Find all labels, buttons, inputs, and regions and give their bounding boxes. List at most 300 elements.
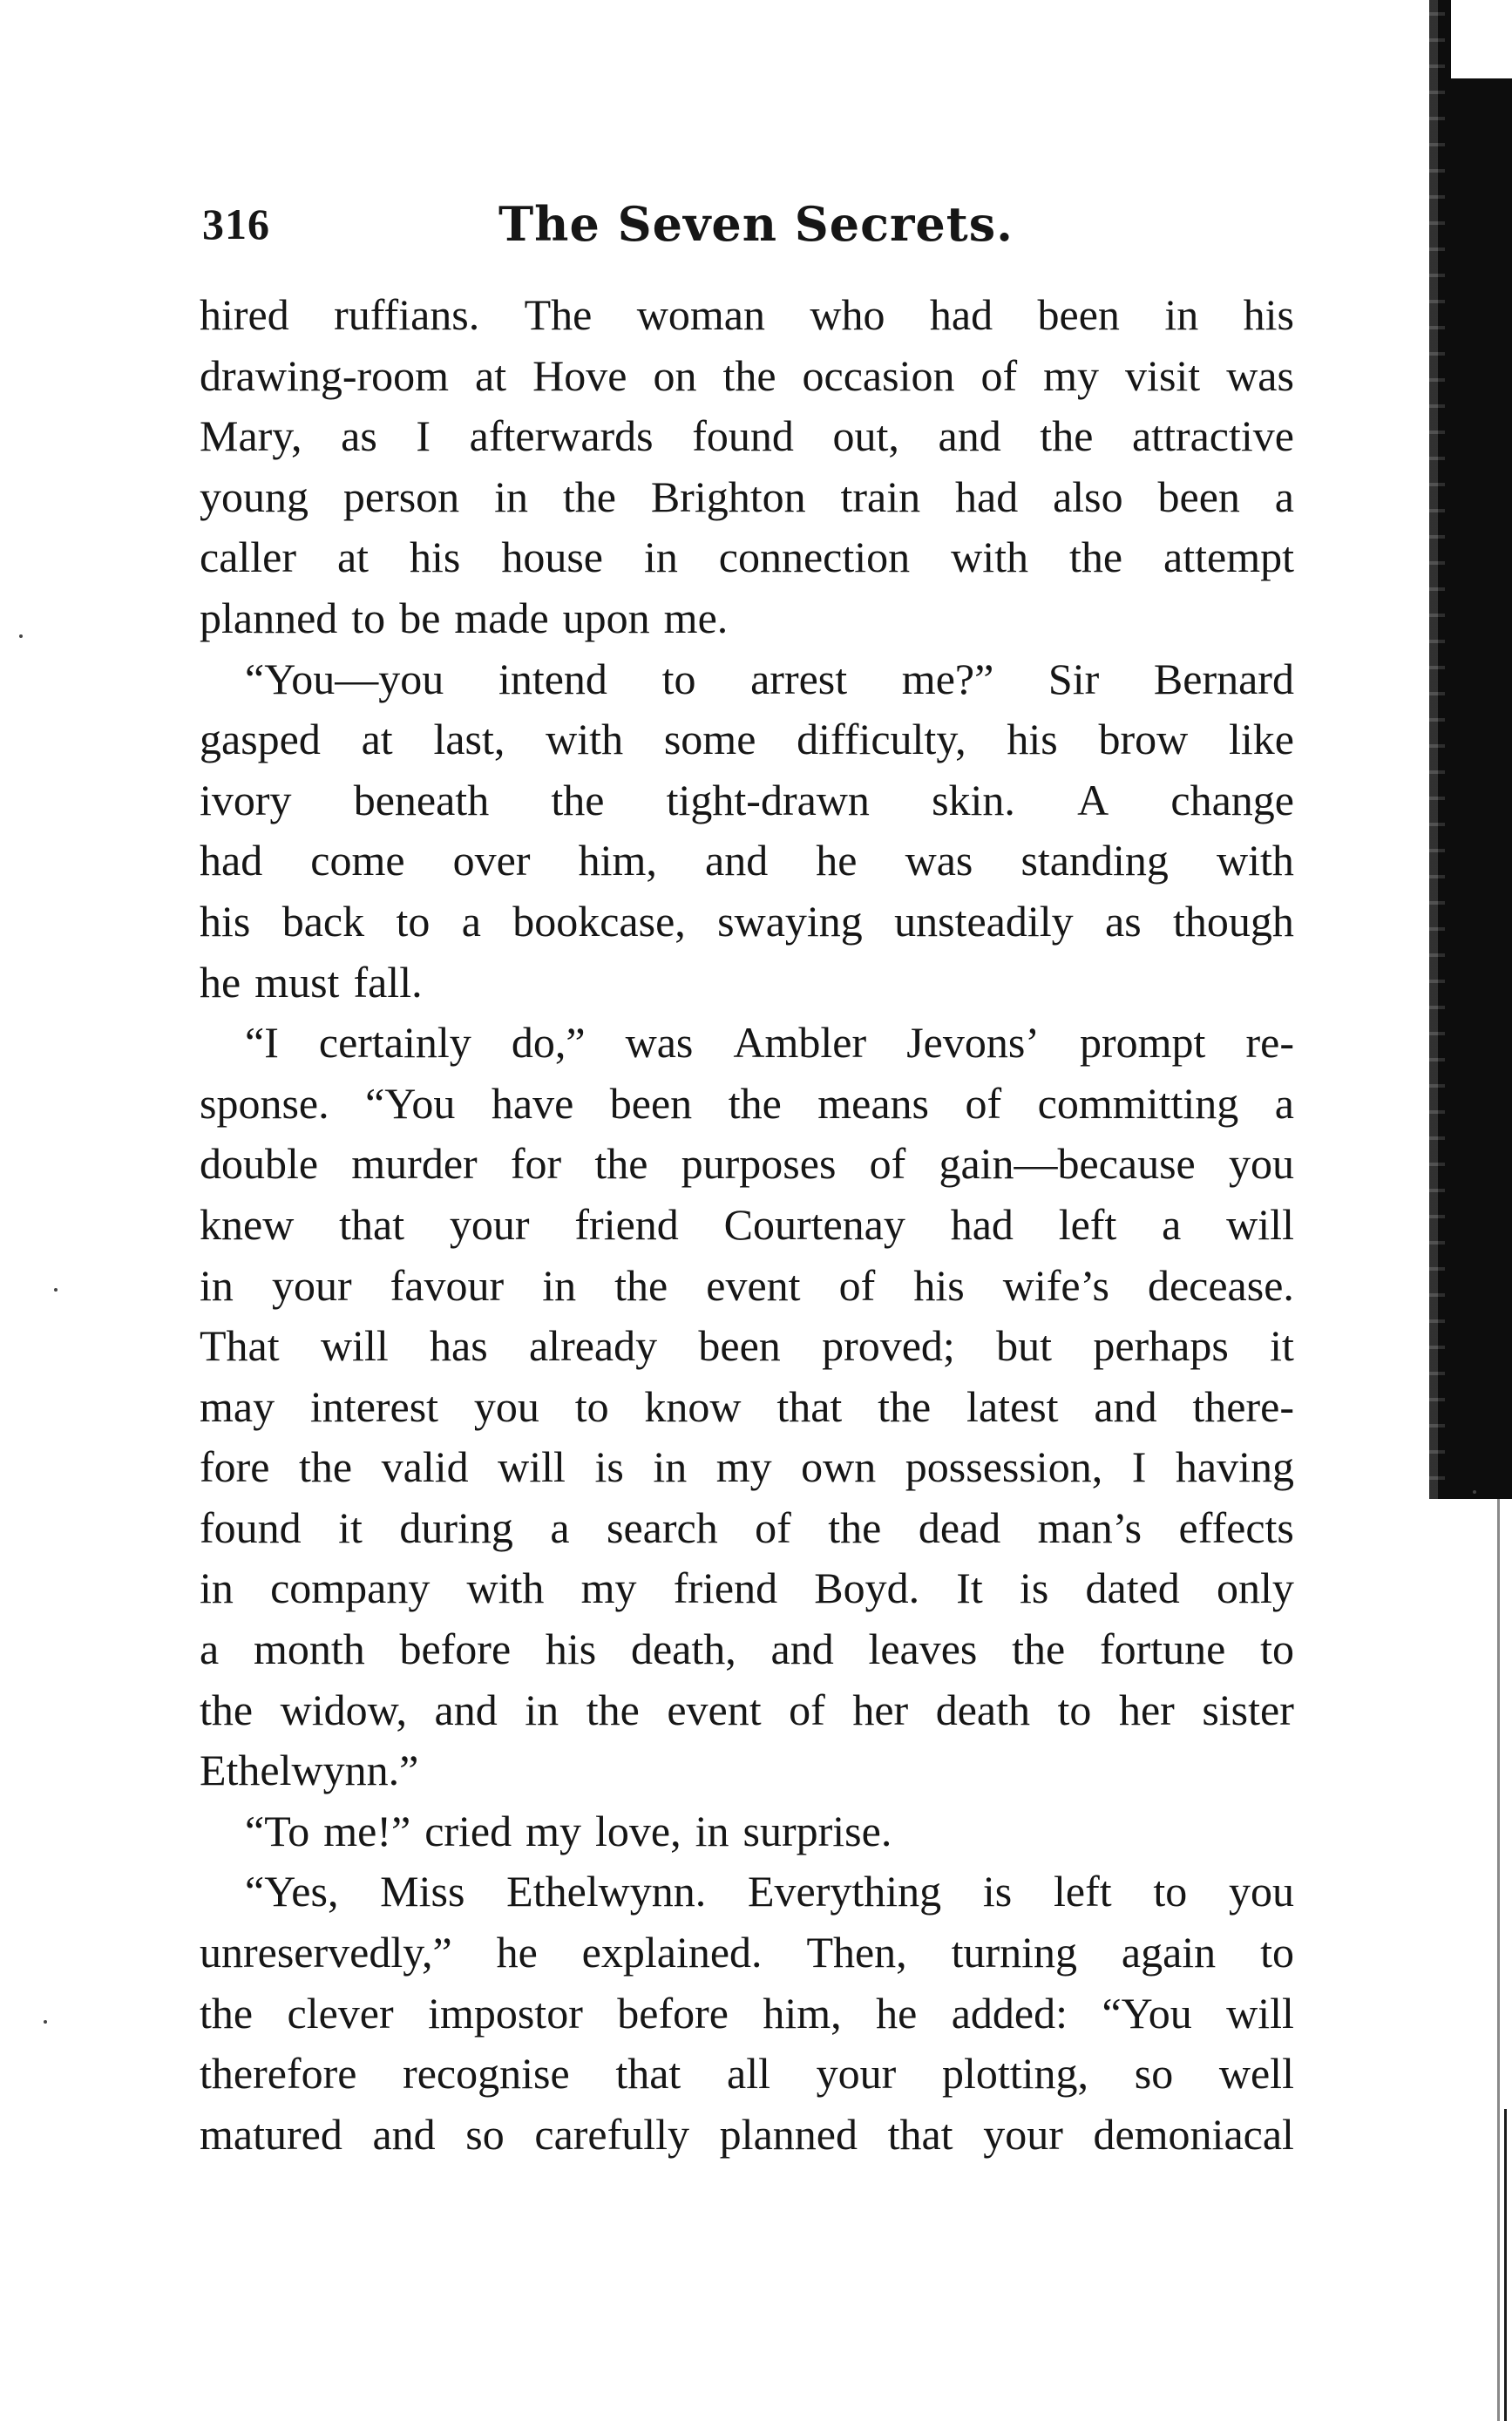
word: the xyxy=(200,1685,254,1734)
word: latest xyxy=(966,1381,1059,1431)
word: to xyxy=(1260,1928,1294,1977)
word: beneath xyxy=(353,775,490,824)
word: the xyxy=(722,350,776,400)
paper-speck xyxy=(44,2020,47,2024)
text-line xyxy=(200,1377,1294,1438)
word: to xyxy=(1057,1685,1092,1734)
word: a xyxy=(461,896,481,946)
word: he xyxy=(816,836,858,885)
word: his xyxy=(1007,715,1058,764)
word: Brighton xyxy=(650,471,806,521)
body-text xyxy=(200,285,1294,2165)
word: attractive xyxy=(1131,411,1294,461)
word: a xyxy=(1274,1078,1294,1128)
word: swaying xyxy=(717,896,863,946)
word: it xyxy=(1270,1321,1294,1371)
word: planned xyxy=(200,593,338,642)
word: explained. xyxy=(581,1928,763,1977)
word: standing xyxy=(1020,836,1169,885)
word: his xyxy=(200,896,251,946)
word: out, xyxy=(832,411,899,461)
text-line xyxy=(200,953,1294,1014)
word: in xyxy=(200,1563,234,1613)
binding-shadow xyxy=(1438,0,1512,1499)
word: had xyxy=(955,471,1019,521)
text-line xyxy=(200,467,1294,528)
word: and xyxy=(434,1685,498,1734)
word: the xyxy=(878,1381,932,1431)
word: Boyd. xyxy=(814,1563,920,1613)
word: will xyxy=(498,1442,566,1492)
word: brow xyxy=(1098,715,1189,764)
word: of xyxy=(965,1078,1002,1128)
word: Mary, xyxy=(200,411,302,461)
word: is xyxy=(594,1442,624,1492)
word: “You—you xyxy=(245,654,444,703)
text-line xyxy=(200,649,1294,710)
word: my xyxy=(1043,350,1100,400)
word: demoniacal xyxy=(1093,2109,1294,2159)
word: “You xyxy=(1102,1988,1192,2038)
word: woman xyxy=(636,290,765,339)
word: prompt xyxy=(1080,1018,1206,1068)
word: had xyxy=(929,290,993,339)
word: that xyxy=(339,1199,405,1249)
word: to xyxy=(351,593,386,642)
word: and xyxy=(938,411,1001,461)
word: double xyxy=(200,1139,319,1189)
word: for xyxy=(510,1139,562,1189)
word: of xyxy=(789,1685,825,1734)
word: Everything xyxy=(748,1867,942,1916)
word: the xyxy=(551,775,605,824)
word: of xyxy=(980,350,1018,400)
word: of xyxy=(838,1260,876,1310)
word: has xyxy=(430,1321,488,1371)
word: been xyxy=(609,1078,693,1128)
word: the xyxy=(586,1685,640,1734)
word: that xyxy=(887,2109,953,2159)
word: sponse. xyxy=(200,1078,329,1128)
word: to xyxy=(574,1381,609,1431)
text-line xyxy=(200,1316,1294,1377)
word: proved; xyxy=(822,1321,955,1371)
word: at xyxy=(475,350,507,400)
word: last, xyxy=(433,715,505,764)
text-line xyxy=(200,346,1294,407)
text-line xyxy=(200,1074,1294,1135)
word: me!” xyxy=(323,1806,411,1855)
word: him, xyxy=(763,1988,842,2038)
word: ruffians. xyxy=(334,290,480,339)
word: will xyxy=(1226,1199,1294,1249)
word: his xyxy=(545,1624,597,1674)
word: as xyxy=(341,411,377,461)
word: with xyxy=(1216,836,1294,885)
word: turning xyxy=(951,1928,1077,1977)
word: house xyxy=(501,532,603,582)
word: Then, xyxy=(806,1928,907,1977)
word: my xyxy=(715,1442,772,1492)
word: recognise xyxy=(403,2049,570,2099)
word: back xyxy=(281,896,365,946)
word: and xyxy=(705,836,769,885)
word: intend xyxy=(498,654,607,703)
word: caller xyxy=(200,532,297,582)
word: her xyxy=(1118,1685,1175,1734)
word: of xyxy=(869,1139,906,1189)
word: him, xyxy=(578,836,657,885)
text-line xyxy=(200,527,1294,588)
word: as xyxy=(1105,896,1142,946)
word: her xyxy=(852,1685,909,1734)
word: have xyxy=(491,1078,574,1128)
word: found xyxy=(200,1502,302,1552)
word: is xyxy=(1020,1563,1049,1613)
page-edge-line-dark xyxy=(1504,2109,1507,2421)
word: a xyxy=(1274,471,1294,521)
word: the xyxy=(594,1139,648,1189)
word: before xyxy=(399,1624,512,1674)
page-edge-line xyxy=(1497,1499,1500,2421)
text-line xyxy=(200,770,1294,831)
word: was xyxy=(1226,350,1294,400)
word: friend xyxy=(673,1563,778,1613)
word: had xyxy=(950,1199,1014,1249)
paper-speck xyxy=(54,1288,58,1292)
word: me. xyxy=(663,593,729,642)
word: event xyxy=(706,1260,801,1310)
text-line xyxy=(200,831,1294,892)
word: my xyxy=(525,1806,582,1855)
word: “I xyxy=(245,1018,279,1068)
word: with xyxy=(546,715,624,764)
word: in xyxy=(542,1260,577,1310)
word: his xyxy=(410,532,461,582)
word: he xyxy=(876,1988,918,2038)
word: there- xyxy=(1192,1381,1294,1431)
word: Ethelwynn. xyxy=(506,1867,707,1916)
word: impostor xyxy=(428,1988,583,2038)
word: valid xyxy=(381,1442,469,1492)
word: Jevons’ xyxy=(906,1018,1040,1068)
word: had xyxy=(200,836,263,885)
text-line xyxy=(200,1498,1294,1559)
word: wife’s xyxy=(1002,1260,1109,1310)
word: change xyxy=(1170,775,1294,824)
word: a xyxy=(1162,1199,1182,1249)
word: Bernard xyxy=(1153,654,1294,703)
word: must xyxy=(254,957,340,1007)
word: well xyxy=(1218,2049,1294,2099)
word: death, xyxy=(630,1624,736,1674)
word: death xyxy=(935,1685,1030,1734)
word: That xyxy=(200,1321,280,1371)
word: re- xyxy=(1245,1018,1294,1068)
word: over xyxy=(452,836,531,885)
word: friend xyxy=(574,1199,679,1249)
word: arrest xyxy=(750,654,848,703)
word: but xyxy=(996,1321,1053,1371)
word: attempt xyxy=(1163,532,1294,582)
word: Sir xyxy=(1048,654,1100,703)
word: me?” xyxy=(901,654,994,703)
word: to xyxy=(1153,1867,1188,1916)
word: was xyxy=(625,1018,694,1068)
word: planned xyxy=(719,2109,858,2159)
word: event xyxy=(667,1685,762,1734)
text-line xyxy=(200,1801,1294,1862)
running-title: The Seven Secrets. xyxy=(498,196,1014,252)
word: month xyxy=(253,1624,365,1674)
word: dated xyxy=(1085,1563,1180,1613)
word: at xyxy=(361,715,393,764)
word: again xyxy=(1121,1928,1217,1977)
word: in xyxy=(1164,290,1199,339)
text-line xyxy=(200,1013,1294,1074)
text-line xyxy=(200,1134,1294,1195)
word: with xyxy=(466,1563,545,1613)
word: some xyxy=(663,715,756,764)
word: in xyxy=(200,1260,234,1310)
word: Miss xyxy=(380,1867,465,1916)
word: leaves xyxy=(868,1624,978,1674)
word: unreservedly,” xyxy=(200,1928,452,1977)
word: train xyxy=(840,471,921,521)
word: the xyxy=(200,1988,254,2038)
word: young xyxy=(200,471,309,521)
word: before xyxy=(617,1988,729,2038)
paper-speck xyxy=(1473,1490,1476,1494)
word: difficulty, xyxy=(797,715,966,764)
word: so xyxy=(465,2109,505,2159)
word: is xyxy=(982,1867,1013,1916)
word: been xyxy=(698,1321,781,1371)
word: interest xyxy=(309,1381,439,1431)
word: though xyxy=(1173,896,1294,946)
word: gain—because xyxy=(939,1139,1196,1189)
word: will xyxy=(320,1321,389,1371)
word: gasped xyxy=(200,715,321,764)
word: at xyxy=(336,532,370,582)
word: fall. xyxy=(353,957,423,1007)
word: having xyxy=(1175,1442,1294,1492)
word: of xyxy=(755,1502,791,1552)
word: he xyxy=(496,1928,538,1977)
text-line xyxy=(200,709,1294,770)
word: therefore xyxy=(200,2049,357,2099)
word: his xyxy=(1243,290,1294,339)
text-line xyxy=(200,1740,1294,1801)
text-line xyxy=(200,1680,1294,1741)
word: bookcase, xyxy=(512,896,686,946)
word: a xyxy=(200,1624,220,1674)
text-line xyxy=(200,588,1294,649)
word: carefully xyxy=(534,2109,690,2159)
word: purposes xyxy=(681,1139,837,1189)
word: may xyxy=(200,1381,275,1431)
word: and xyxy=(372,2109,436,2159)
binding-edge-jag xyxy=(1429,0,1445,1499)
word: upon xyxy=(562,593,650,642)
word: I xyxy=(416,411,431,461)
word: visit xyxy=(1125,350,1201,400)
word: my xyxy=(580,1563,637,1613)
word: added: xyxy=(951,1988,1068,2038)
paper-speck xyxy=(19,634,23,638)
word: The xyxy=(524,290,593,339)
word: the xyxy=(614,1260,668,1310)
word: the xyxy=(1012,1624,1066,1674)
text-line xyxy=(200,285,1294,346)
word: effects xyxy=(1178,1502,1294,1552)
word: Courtenay xyxy=(723,1199,905,1249)
word: Ambler xyxy=(733,1018,867,1068)
word: murder xyxy=(351,1139,478,1189)
text-line xyxy=(200,1256,1294,1317)
word: in xyxy=(643,532,678,582)
word: possession, xyxy=(905,1442,1103,1492)
word: surprise. xyxy=(742,1806,892,1855)
word: sister xyxy=(1202,1685,1294,1734)
word: It xyxy=(956,1563,983,1613)
word: been xyxy=(1037,290,1120,339)
page-number: 316 xyxy=(202,200,270,248)
word: come xyxy=(310,836,405,885)
word: a xyxy=(550,1502,570,1552)
word: the xyxy=(1068,532,1123,582)
word: own xyxy=(801,1442,877,1492)
word: perhaps xyxy=(1093,1321,1229,1371)
word: he xyxy=(200,957,241,1007)
page-header xyxy=(202,193,1292,254)
word: the xyxy=(299,1442,353,1492)
word: in xyxy=(525,1685,559,1734)
word: to xyxy=(1260,1624,1294,1674)
word: to xyxy=(661,654,696,703)
word: skin. xyxy=(932,775,1015,824)
word: you xyxy=(1228,1867,1294,1916)
word: so xyxy=(1134,2049,1174,2099)
word: favour xyxy=(390,1260,505,1310)
word: “You xyxy=(365,1078,456,1128)
word: also xyxy=(1053,471,1123,521)
word: only xyxy=(1216,1563,1294,1613)
word: knew xyxy=(200,1199,295,1249)
word: in xyxy=(494,471,528,521)
word: Ethelwynn.” xyxy=(200,1746,419,1795)
text-line xyxy=(200,2105,1294,2166)
word: do,” xyxy=(511,1018,586,1068)
word: it xyxy=(338,1502,363,1552)
word: decease. xyxy=(1147,1260,1294,1310)
word: to xyxy=(396,896,431,946)
word: like xyxy=(1229,715,1294,764)
word: company xyxy=(270,1563,431,1613)
word: your xyxy=(449,1199,530,1249)
word: Hove xyxy=(532,350,627,400)
word: was xyxy=(905,836,973,885)
word: fore xyxy=(200,1442,270,1492)
word: means xyxy=(817,1078,930,1128)
word: widow, xyxy=(280,1685,407,1734)
word: the xyxy=(1040,411,1094,461)
binding-top-gap xyxy=(1451,0,1512,78)
word: afterwards xyxy=(469,411,654,461)
word: that xyxy=(615,2049,681,2099)
text-line xyxy=(200,1619,1294,1680)
text-line xyxy=(200,1437,1294,1498)
word: be xyxy=(399,593,441,642)
word: your xyxy=(983,2109,1063,2159)
word: you xyxy=(1228,1139,1294,1189)
word: already xyxy=(528,1321,658,1371)
word: been xyxy=(1157,471,1240,521)
word: will xyxy=(1226,1988,1294,2038)
word: “To xyxy=(245,1806,310,1855)
text-line xyxy=(200,2044,1294,2105)
word: you xyxy=(473,1381,539,1431)
word: connection xyxy=(718,532,911,582)
word: person xyxy=(342,471,460,521)
word: clever xyxy=(287,1988,394,2038)
word: your xyxy=(271,1260,352,1310)
word: in xyxy=(653,1442,688,1492)
word: man’s xyxy=(1037,1502,1142,1552)
word: the xyxy=(562,471,616,521)
word: and xyxy=(1094,1381,1157,1431)
word: made xyxy=(454,593,549,642)
word: and xyxy=(770,1624,834,1674)
word: “Yes, xyxy=(245,1867,339,1916)
word: matured xyxy=(200,2109,342,2159)
word: left xyxy=(1053,1867,1112,1916)
word: during xyxy=(399,1502,513,1552)
word: all xyxy=(727,2049,770,2099)
word: found xyxy=(692,411,794,461)
word: A xyxy=(1077,775,1109,824)
word: certainly xyxy=(318,1018,471,1068)
word: your xyxy=(816,2049,897,2099)
word: know xyxy=(644,1381,742,1431)
word: with xyxy=(951,532,1029,582)
text-line xyxy=(200,1984,1294,2045)
word: love, xyxy=(595,1806,681,1855)
word: left xyxy=(1058,1199,1117,1249)
word: his xyxy=(913,1260,965,1310)
text-line xyxy=(200,1923,1294,1984)
text-line xyxy=(200,1862,1294,1923)
word: tight-drawn xyxy=(666,775,870,824)
word: who xyxy=(810,290,885,339)
word: the xyxy=(728,1078,782,1128)
text-line xyxy=(200,406,1294,467)
text-line xyxy=(200,892,1294,953)
word: occasion xyxy=(802,350,955,400)
word: fortune xyxy=(1099,1624,1226,1674)
word: search xyxy=(607,1502,718,1552)
word: dead xyxy=(918,1502,1001,1552)
word: ivory xyxy=(200,775,292,824)
word: that xyxy=(776,1381,843,1431)
text-line xyxy=(200,1558,1294,1619)
text-line xyxy=(200,1195,1294,1256)
word: the xyxy=(828,1502,882,1552)
word: on xyxy=(653,350,697,400)
word: plotting, xyxy=(941,2049,1089,2099)
word: drawing-room xyxy=(200,350,450,400)
word: committing xyxy=(1037,1078,1239,1128)
